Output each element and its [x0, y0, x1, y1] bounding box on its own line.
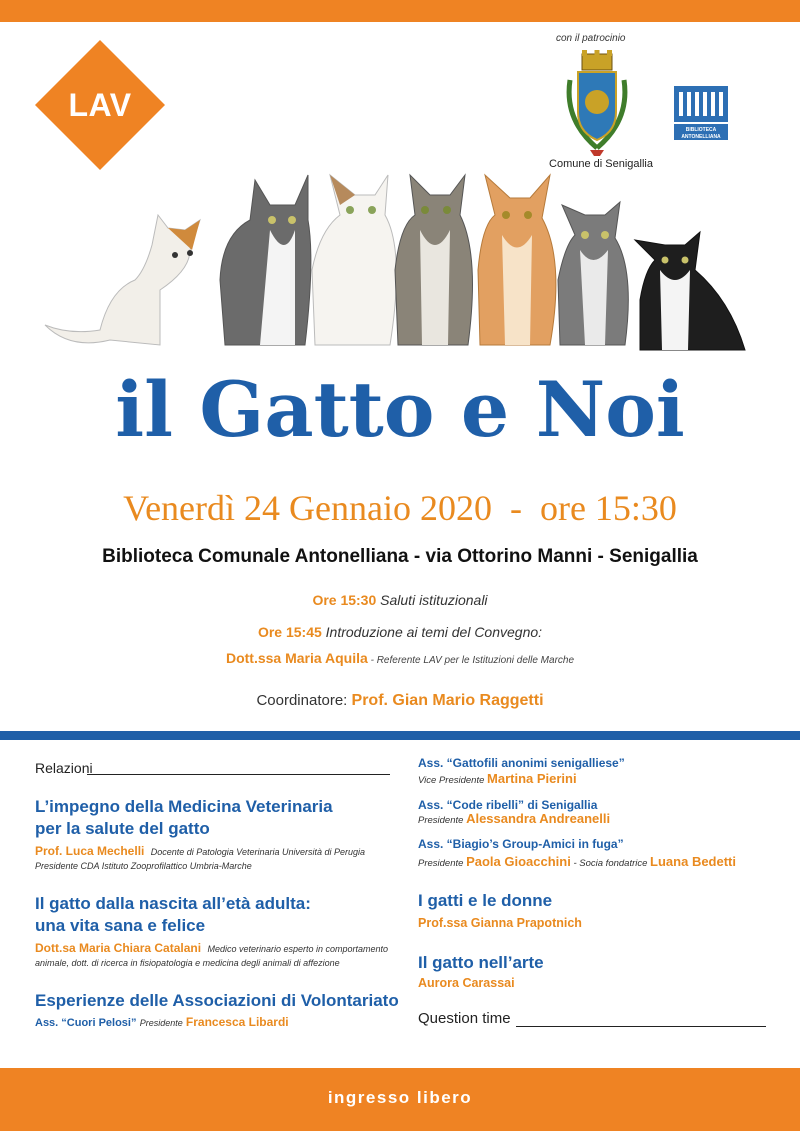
biblioteca-antonelliana-logo [672, 84, 730, 142]
relazioni-label: Relazioni [35, 760, 93, 776]
talk-3-association: Ass. “Cuori Pelosi” [35, 1017, 137, 1029]
program-speaker-role: - Referente LAV per le Istituzioni delle Marche [367, 655, 575, 666]
question-time-underline [516, 1026, 766, 1027]
association-role-1: Vice Presidente [418, 775, 485, 786]
program-item-speaker [0, 650, 800, 666]
association-person-2 [418, 811, 610, 828]
association-name-1: Ass. “Gattofili anonimi senigalliese” [418, 756, 625, 770]
talk-speaker-1 [35, 844, 405, 873]
association-member-3: Paola Gioacchini [466, 854, 571, 869]
talk-title-4: I gatti e le donne [418, 891, 553, 910]
association-person-3 [418, 854, 736, 871]
talk-title-2-line2: una vita sana e felice [35, 916, 206, 935]
library-logo-line2: ANTONELLIANA [681, 134, 721, 140]
footer-bar [0, 1068, 800, 1131]
program-speaker-name: Dott.ssa Maria Aquila [225, 650, 368, 666]
cat-grey-tabby-icon [558, 202, 628, 345]
talk-title-5: Il gatto nell’arte [418, 953, 544, 972]
cat-tabby-icon [395, 175, 473, 345]
association-name-3: Ass. “Biagio’s Group-Amici in fuga” [418, 837, 624, 851]
cat-white-icon [312, 175, 396, 345]
association-role-2: Presidente [418, 815, 464, 826]
talk-3-role: Presidente [139, 1018, 183, 1028]
program-text-1: Saluti istituzionali [380, 592, 488, 608]
lav-logo-text: LAV [68, 86, 132, 123]
program-item-greetings [0, 592, 800, 608]
association-role-3b: - Socia fondatrice [570, 858, 648, 869]
talk-title-2-line1: Il gatto dalla nascita all’età adulta: [35, 894, 311, 913]
talk-3-speaker: Francesca Libardi [185, 1015, 289, 1029]
association-person-1 [418, 771, 577, 788]
association-member-2: Alessandra Andreanelli [466, 811, 611, 826]
talk-speaker-2-role-line2: animale, dott. di ricerca in fisiopatologia e medicina degli animali di affezione [35, 958, 340, 968]
talk-speaker-1-name: Prof. Luca Mechelli [35, 844, 145, 858]
coordinator-label: Coordinatore: [256, 692, 352, 709]
program-time-1: Ore 15:30 [312, 592, 377, 608]
association-member-1: Martina Pierini [487, 771, 577, 786]
cat-grey-white-icon [220, 175, 311, 345]
footer-text: ingresso libero [327, 1087, 473, 1107]
cat-calico-icon [45, 215, 200, 345]
cats-photo [40, 160, 760, 370]
library-logo-line1: BIBLIOTECA [685, 127, 717, 133]
top-bar [0, 0, 800, 22]
association-name-2: Ass. “Code ribelli” di Senigallia [418, 798, 598, 812]
event-venue: Biblioteca Comunale Antonelliana - via Ottorino Manni - Senigallia [102, 546, 698, 567]
program-text-2: Introduzione ai temi del Convegno: [325, 624, 543, 640]
talk-speaker-1-role-line1: Docente di Patologia Veterinaria Università di Perugia [150, 847, 366, 857]
talk-title-1-line2: per la salute del gatto [35, 819, 210, 838]
section-divider [0, 731, 800, 740]
talk-speaker-4: Prof.ssa Gianna Prapotnich [418, 916, 582, 930]
event-date: Venerdì 24 Gennaio 2020 - ore 15:30 [123, 488, 677, 528]
talk-title-1-line1: L’impegno della Medicina Veterinaria [35, 797, 333, 816]
talk-speaker-3 [35, 1015, 405, 1030]
talk-speaker-1-role-line2: Presidente CDA Istituto Zooprofilattico Umbria-Marche [35, 861, 252, 871]
program-item-introduction [0, 624, 800, 640]
talk-speaker-2 [35, 941, 405, 970]
patronage-label: con il patrocinio [556, 33, 626, 44]
relazioni-underline [87, 774, 390, 775]
talk-speaker-2-role-line1: Medico veterinario esperto in comportamento [207, 944, 389, 954]
talk-title-1 [35, 796, 395, 840]
talk-title-2 [35, 893, 395, 937]
talk-title-3: Esperienze delle Associazioni di Volontariato [35, 991, 399, 1010]
coordinator-name: Prof. Gian Mario Raggetti [351, 692, 544, 709]
coordinator [0, 692, 800, 710]
municipality-name: Comune di Senigallia [549, 158, 653, 170]
association-member-3b: Luana Bedetti [650, 854, 737, 869]
talk-speaker-2-name: Dott.sa Maria Chiara Catalani [35, 941, 202, 955]
event-title: il Gatto e Noi [115, 365, 685, 454]
cat-black-white-icon [635, 232, 745, 350]
senigallia-crest-icon [562, 50, 632, 158]
association-role-3: Presidente [418, 858, 464, 869]
program-time-2: Ore 15:45 [257, 624, 322, 640]
talk-speaker-5: Aurora Carassai [418, 976, 515, 990]
question-time-label: Question time [418, 1010, 511, 1027]
cat-orange-icon [478, 175, 556, 345]
